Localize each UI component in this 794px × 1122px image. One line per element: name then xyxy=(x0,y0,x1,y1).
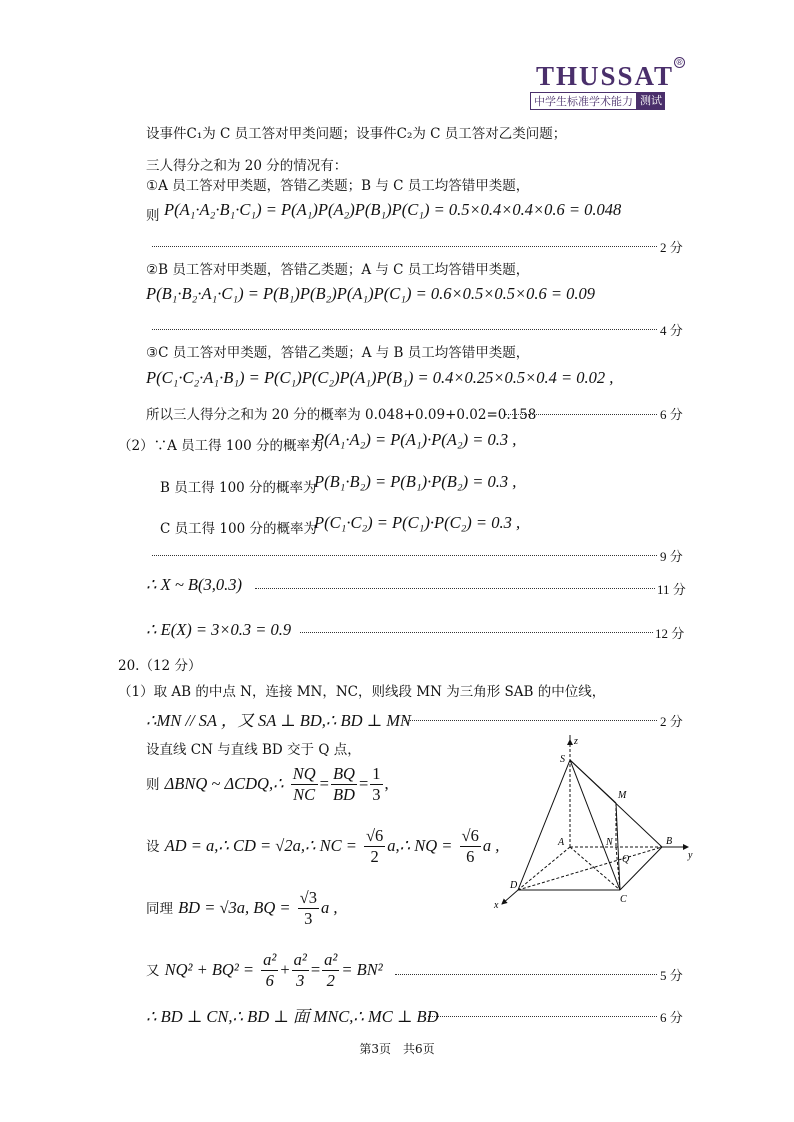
formula-case-1: P(A₁·A₂·B₁·C₁) = P(A₁)P(A₂)P(B₁)P(C₁) = 0.5×0.4×0.4×0.6 = 0.048 xyxy=(164,200,622,219)
fraction: $\frac{\text{a²}}{2}$ xyxy=(324,950,338,990)
line-set-ad xyxy=(146,826,499,867)
fraction: $\frac{NQ}{NC}$ xyxy=(292,764,316,804)
score-4: 4 分 xyxy=(660,323,683,338)
page-footer: 第3页 共6页 xyxy=(359,1042,435,1056)
score-9: 9 分 xyxy=(660,549,683,564)
score-leader xyxy=(152,555,657,556)
label-c: C xyxy=(620,894,627,905)
line-event-c: 设事件C₁为 C 员工答对甲类问题；设事件C₂为 C 员工答对乙类问题； xyxy=(146,126,567,142)
line-c-100-prefix: C 员工得 100 分的概率为 xyxy=(160,521,317,537)
logo-tagline xyxy=(530,92,680,110)
formula-expectation: ∴ E(X) = 3×0.3 = 0.9 xyxy=(146,620,292,639)
fraction: $\frac{√6}{2}$ xyxy=(365,826,384,866)
score-leader xyxy=(152,329,657,330)
line-b-100-prefix: B 员工得 100 分的概率为 xyxy=(160,480,317,496)
score-2b: 2 分 xyxy=(660,714,683,729)
score-leader xyxy=(152,246,657,247)
fraction: $\frac{1}{3}$ xyxy=(372,764,381,804)
expr: NQ² + BQ² = xyxy=(164,960,255,979)
logo-tagline-end: 测试 xyxy=(637,92,665,110)
similar-text: ΔBNQ ~ ΔCDQ,∴ xyxy=(164,774,284,793)
formula-mc-perp-bd: ∴ BD ⊥ CN,∴ BD ⊥ 面 MNC,∴ MC ⊥ BD xyxy=(146,1007,439,1026)
line-pythagoras: 又 NQ² + BQ² = $\frac{\text{a²}}{6}$ + $\frac{\text{a²}}{3}$ = $\frac{\text{a²}}{2}$ = BN² xyxy=(146,950,383,990)
fraction: $\frac{\text{a²}}{6}$ xyxy=(263,950,277,990)
label-m: M xyxy=(618,790,627,801)
line-total-probability: 所以三人得分之和为 20 分的概率为 0.048+0.09+0.02=0.158 xyxy=(146,407,537,423)
line-likewise-bd xyxy=(146,888,337,929)
score-leader xyxy=(505,414,657,415)
score-leader xyxy=(402,720,657,721)
expr: = BN² xyxy=(341,960,383,979)
score-11: 11 分 xyxy=(657,582,686,597)
label-s: S xyxy=(560,754,565,765)
formula-mn-parallel: ∴MN // SA ，又 SA ⊥ BD,∴ BD ⊥ MN xyxy=(146,711,411,730)
line-case-3: ③C 员工答对甲类题，答错乙类题；A 与 B 员工均答错甲类题， xyxy=(146,345,530,361)
score-6b: 6 分 xyxy=(660,1010,683,1025)
formula-a-100: P(A₁·A₂) = P(A₁)·P(A₂) = 0.3 , xyxy=(314,430,517,449)
fraction: $\frac{√6}{6}$ xyxy=(461,826,479,866)
question-20-heading: 20.（12 分） xyxy=(118,658,202,674)
line-part-1: （1）取 AB 的中点 N，连接 MN，NC，则线段 MN 为三角形 SAB 的中位线， xyxy=(118,684,606,700)
expr: BD = √3a, BQ = xyxy=(178,898,291,917)
prefix: 又 xyxy=(146,963,160,979)
score-leader xyxy=(395,974,657,975)
label-y: y xyxy=(688,850,693,861)
line-sum-20: 三人得分之和为 20 分的情况有： xyxy=(146,158,348,174)
line-set-q: 设直线 CN 与直线 BD 交于 Q 点， xyxy=(146,742,361,758)
line-case-1-prefix: 则 xyxy=(146,208,160,224)
prefix: 则 xyxy=(146,777,160,793)
score-leader xyxy=(255,588,655,589)
label-x: x xyxy=(494,900,499,911)
fraction: $\frac{BQ}{BD}$ xyxy=(332,764,355,804)
label-q: Q xyxy=(622,854,630,865)
formula-case-3: P(C₁·C₂·A₁·B₁) = P(C₁)P(C₂)P(A₁)P(B₁) = 0.4×0.25×0.5×0.4 = 0.02 , xyxy=(146,368,614,387)
score-6: 6 分 xyxy=(660,407,683,422)
prefix: 设 xyxy=(146,839,160,855)
label-n: N xyxy=(606,837,613,848)
score-leader xyxy=(428,1016,657,1017)
line-case-2: ②B 员工答对甲类题，答错乙类题；A 与 C 员工均答错甲类题， xyxy=(146,262,530,278)
registered-mark: ® xyxy=(675,58,684,67)
expr: a , xyxy=(482,836,500,855)
line-case-1: ①A 员工答对甲类题，答错乙类题；B 与 C 员工均答错甲类题， xyxy=(146,178,530,194)
formula-binomial: ∴ X ~ B(3,0.3) xyxy=(146,575,242,594)
label-a: A xyxy=(558,837,565,848)
fraction: $\frac{√3}{3}$ xyxy=(299,888,317,928)
formula-b-100: P(B₁·B₂) = P(B₁)·P(B₂) = 0.3 , xyxy=(314,472,517,491)
expr: a , xyxy=(320,898,338,917)
logo-tagline-text: 中学生标准学术能力 xyxy=(530,92,637,110)
score-leader xyxy=(300,632,653,633)
line-part-2-a-prefix: （2）∵A 员工得 100 分的概率为 xyxy=(118,438,324,454)
formula-c-100: P(C₁·C₂) = P(C₁)·P(C₂) = 0.3 , xyxy=(314,513,521,532)
score-12: 12 分 xyxy=(655,626,685,641)
expr: AD = a,∴ CD = √2a,∴ NC = xyxy=(164,836,357,855)
score-5: 5 分 xyxy=(660,968,683,983)
label-z: z xyxy=(574,736,578,747)
formula-case-2: P(B₁·B₂·A₁·C₁) = P(B₁)P(B₂)P(A₁)P(C₁) = 0.6×0.5×0.5×0.6 = 0.09 xyxy=(146,284,596,303)
label-b: B xyxy=(666,836,673,847)
pyramid-figure xyxy=(490,732,700,912)
prefix: 同理 xyxy=(146,901,173,917)
logo-wordmark: THUSSAT xyxy=(535,61,675,91)
expr: a,∴ NQ = xyxy=(387,836,453,855)
score-2: 2 分 xyxy=(660,240,683,255)
label-d: D xyxy=(510,880,518,891)
fraction: $\frac{\text{a²}}{3}$ xyxy=(293,950,307,990)
line-similar-triangles: 则 ΔBNQ ~ ΔCDQ,∴ $\frac{NQ}{NC}$ = $\frac{BQ}{BD}$ = $\frac{1}{3}$ , xyxy=(146,764,389,804)
thussat-logo xyxy=(530,62,680,110)
